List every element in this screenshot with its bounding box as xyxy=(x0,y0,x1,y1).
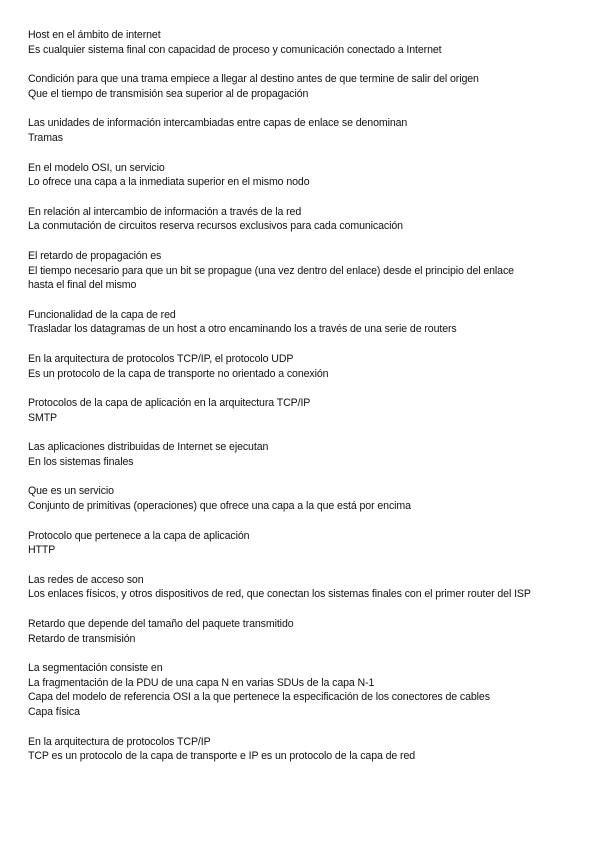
qa-block xyxy=(28,617,588,646)
answer-text: Que el tiempo de transmisión sea superior al de propagación xyxy=(28,87,309,100)
answer-text: En los sistemas finales xyxy=(28,455,134,468)
answer-text: Tramas xyxy=(28,131,63,144)
qa-block xyxy=(28,661,588,719)
answer-text: Capa del modelo de referencia OSI a la que pertenece la especificación de los conectores de cables xyxy=(28,691,490,704)
answer-text: SMTP xyxy=(28,411,58,424)
question-text: La segmentación consiste en xyxy=(28,662,163,675)
qa-block xyxy=(28,352,588,381)
question-text: En el modelo OSI, un servicio xyxy=(28,161,165,174)
question-text: Las redes de acceso son xyxy=(28,573,144,586)
question-text: Funcionalidad de la capa de red xyxy=(28,308,176,321)
question-text: En relación al intercambio de información a través de la red xyxy=(28,205,302,218)
qa-block xyxy=(28,396,588,425)
question-text: Condición para que una trama empiece a llegar al destino antes de que termine de salir del origen xyxy=(28,73,479,86)
qa-block xyxy=(28,573,588,602)
qa-block xyxy=(28,116,588,145)
answer-text: La fragmentación de la PDU de una capa N en varias SDUs de la capa N-1 xyxy=(28,676,375,689)
question-text: Protocolo que pertenece a la capa de aplicación xyxy=(28,529,250,542)
answer-text: Trasladar los datagramas de un host a otro encaminando los a través de una serie de routers xyxy=(28,323,457,336)
qa-block xyxy=(28,440,588,469)
answer-text: El tiempo necesario para que un bit se propague (una vez dentro del enlace) desde el principio del enlace xyxy=(28,264,514,277)
qa-block xyxy=(28,308,588,337)
answer-text: Capa física xyxy=(28,706,80,718)
question-text: El retardo de propagación es xyxy=(28,249,162,262)
qa-block xyxy=(28,735,588,764)
question-text: Las unidades de información intercambiadas entre capas de enlace se denominan xyxy=(28,117,408,130)
question-text: Que es un servicio xyxy=(28,485,114,498)
qa-block xyxy=(28,484,588,513)
answer-text: Retardo de transmisión xyxy=(28,632,136,645)
qa-block xyxy=(28,249,588,293)
answer-text: Conjunto de primitivas (operaciones) que ofrece una capa a la que está por encima xyxy=(28,500,411,513)
answer-text: La conmutación de circuitos reserva recursos exclusivos para cada comunicación xyxy=(28,220,403,233)
answer-text: Es un protocolo de la capa de transporte no orientado a conexión xyxy=(28,367,329,380)
qa-block xyxy=(28,161,588,190)
question-text: Retardo que depende del tamaño del paquete transmitido xyxy=(28,618,294,631)
answer-text: TCP es un protocolo de la capa de transporte e IP es un protocolo de la capa de red xyxy=(28,750,416,763)
answer-text: Los enlaces físicos, y otros dispositivos de red, que conectan los sistemas finales con el primer router del ISP xyxy=(28,588,531,601)
question-answer-list xyxy=(28,28,588,779)
qa-block xyxy=(28,529,588,558)
qa-block xyxy=(28,205,588,234)
answer-text: Es cualquier sistema final con capacidad de proceso y comunicación conectado a Internet xyxy=(28,43,442,56)
answer-text: hasta el final del mismo xyxy=(28,279,137,292)
answer-text: Lo ofrece una capa a la inmediata superior en el mismo nodo xyxy=(28,176,310,189)
question-text: En la arquitectura de protocolos TCP/IP xyxy=(28,735,211,748)
answer-text: HTTP xyxy=(28,544,56,557)
question-text: En la arquitectura de protocolos TCP/IP, el protocolo UDP xyxy=(28,352,294,365)
qa-block xyxy=(28,28,588,57)
question-text: Las aplicaciones distribuidas de Internet se ejecutan xyxy=(28,441,269,454)
qa-block xyxy=(28,72,588,101)
question-text: Protocolos de la capa de aplicación en la arquitectura TCP/IP xyxy=(28,397,311,410)
question-text: Host en el ámbito de internet xyxy=(28,29,161,41)
